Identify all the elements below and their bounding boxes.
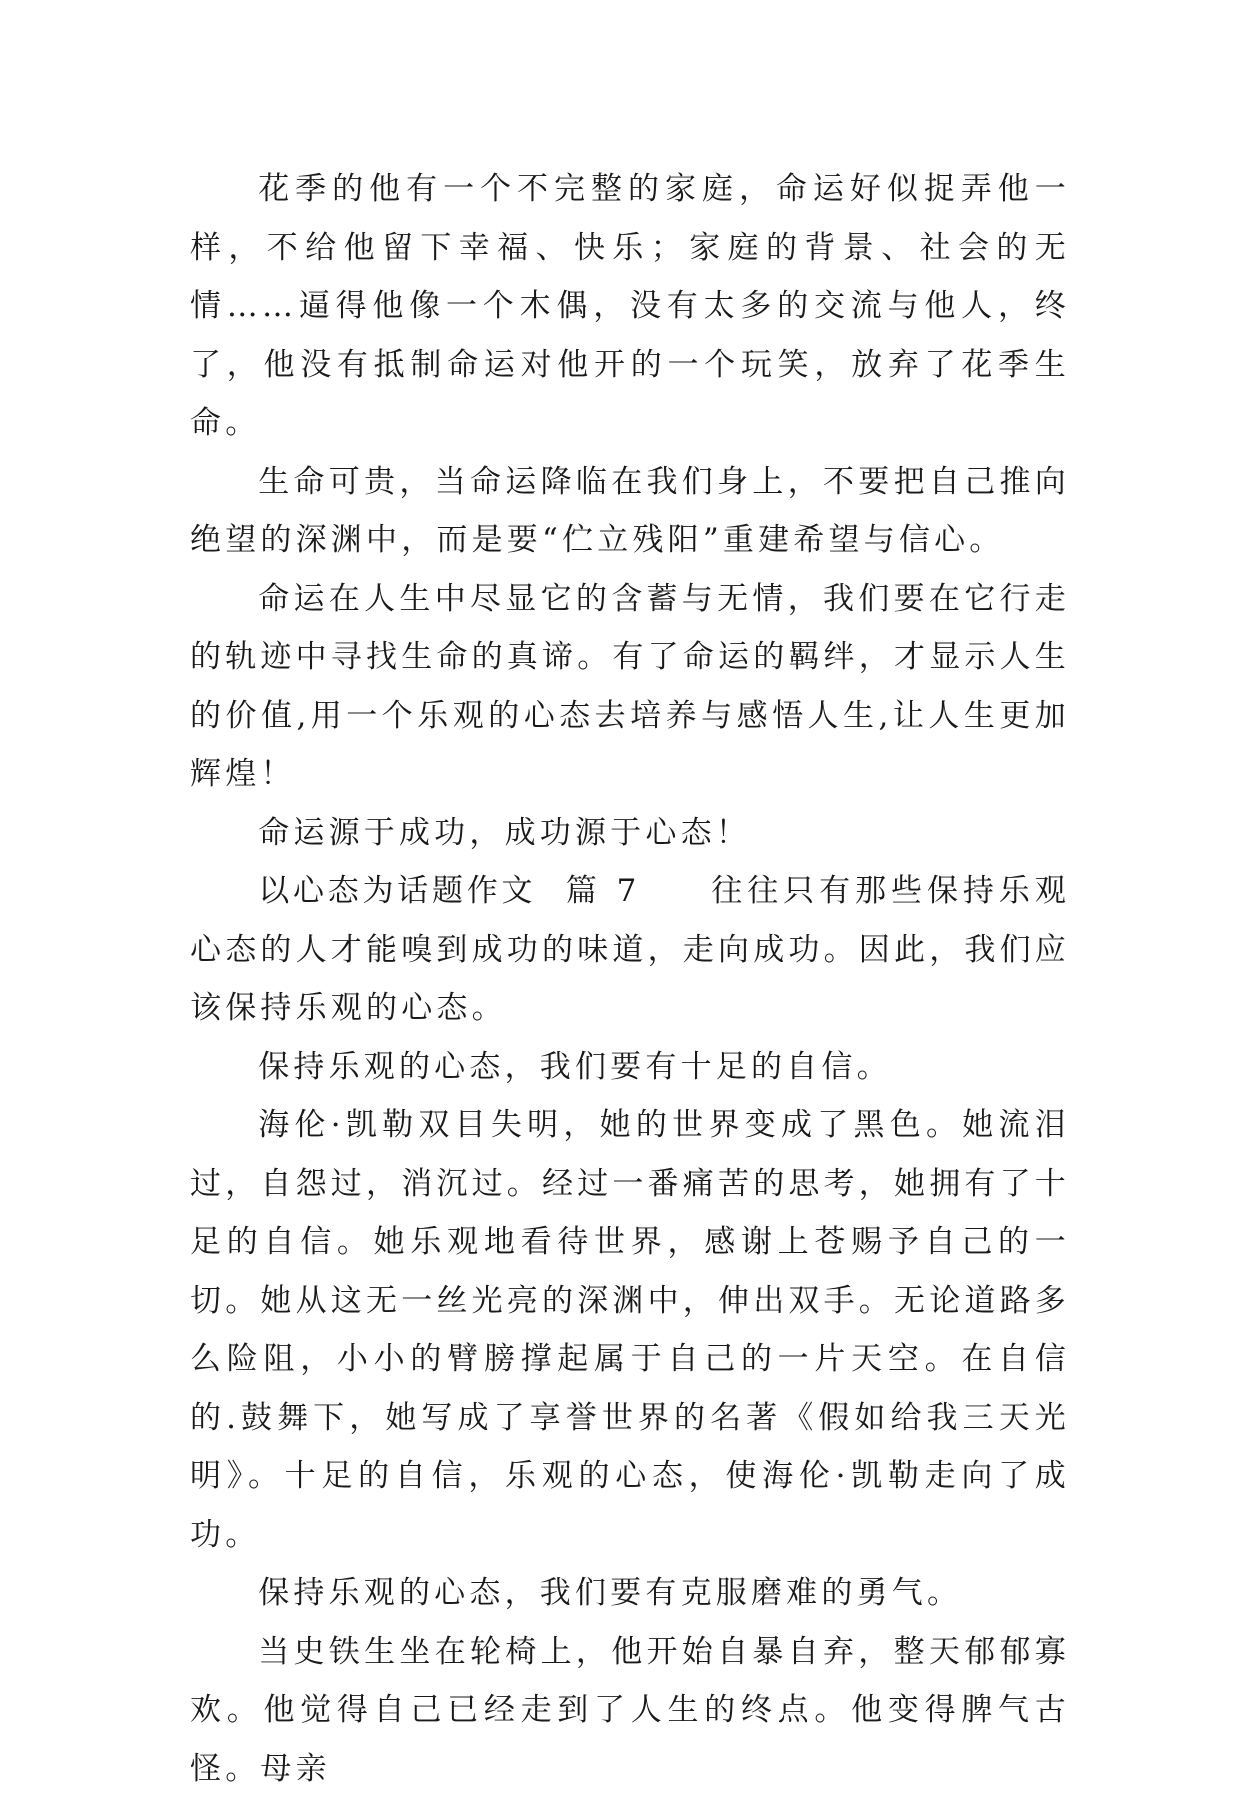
paragraph-6: 海伦·凯勒双目失明，她的世界变成了黑色。她流泪过，自怨过，消沉过。经过一番痛苦的思考，她拥有了十足的自信。她乐观地看待世界，感谢上苍赐予自己的一切。她从这无一丝光亮的深渊中，伸出双手。无论道路多么险阻，小小的臂膀撑起属于自己的一片天空。在自信的.鼓舞下，她写成了享誉世界的名著《假如给我三天光明》。十足的自信，乐观的心态，使海伦·凯勒走向了成功。 xyxy=(190,1096,1070,1564)
section-paragraph xyxy=(190,862,1070,1038)
paragraph-5: 保持乐观的心态，我们要有十足的自信。 xyxy=(190,1038,1070,1097)
paragraph-2: 生命可贵，当命运降临在我们身上，不要把自己推向绝望的深渊中，而是要“伫立残阳”重建希望与信心。 xyxy=(190,453,1070,570)
section-number: 篇 7 xyxy=(566,873,641,909)
paragraph-1: 花季的他有一个不完整的家庭，命运好似捉弄他一样，不给他留下幸福、快乐；家庭的背景、社会的无情……逼得他像一个木偶，没有太多的交流与他人，终了，他没有抵制命运对他开的一个玩笑，放弃了花季生命。 xyxy=(190,160,1070,453)
paragraph-3: 命运在人生中尽显它的含蓄与无情，我们要在它行走的轨迹中寻找生命的真谛。有了命运的羁绊，才显示人生的价值,用一个乐观的心态去培养与感悟人生,让人生更加辉煌！ xyxy=(190,570,1070,804)
section-text: 往往只有那些保持乐观心态的人才能嗅到成功的味道，走向成功。因此，我们应该保持乐观的心态。 xyxy=(190,873,1070,1026)
paragraph-8: 当史铁生坐在轮椅上，他开始自暴自弃，整天郁郁寡欢。他觉得自己已经走到了人生的终点。他变得脾气古怪。母亲 xyxy=(190,1623,1070,1798)
section-title: 以心态为话题作文 xyxy=(258,873,536,909)
document-body xyxy=(190,160,1070,1798)
paragraph-4: 命运源于成功，成功源于心态！ xyxy=(190,804,1070,863)
paragraph-7: 保持乐观的心态，我们要有克服磨难的勇气。 xyxy=(190,1564,1070,1623)
